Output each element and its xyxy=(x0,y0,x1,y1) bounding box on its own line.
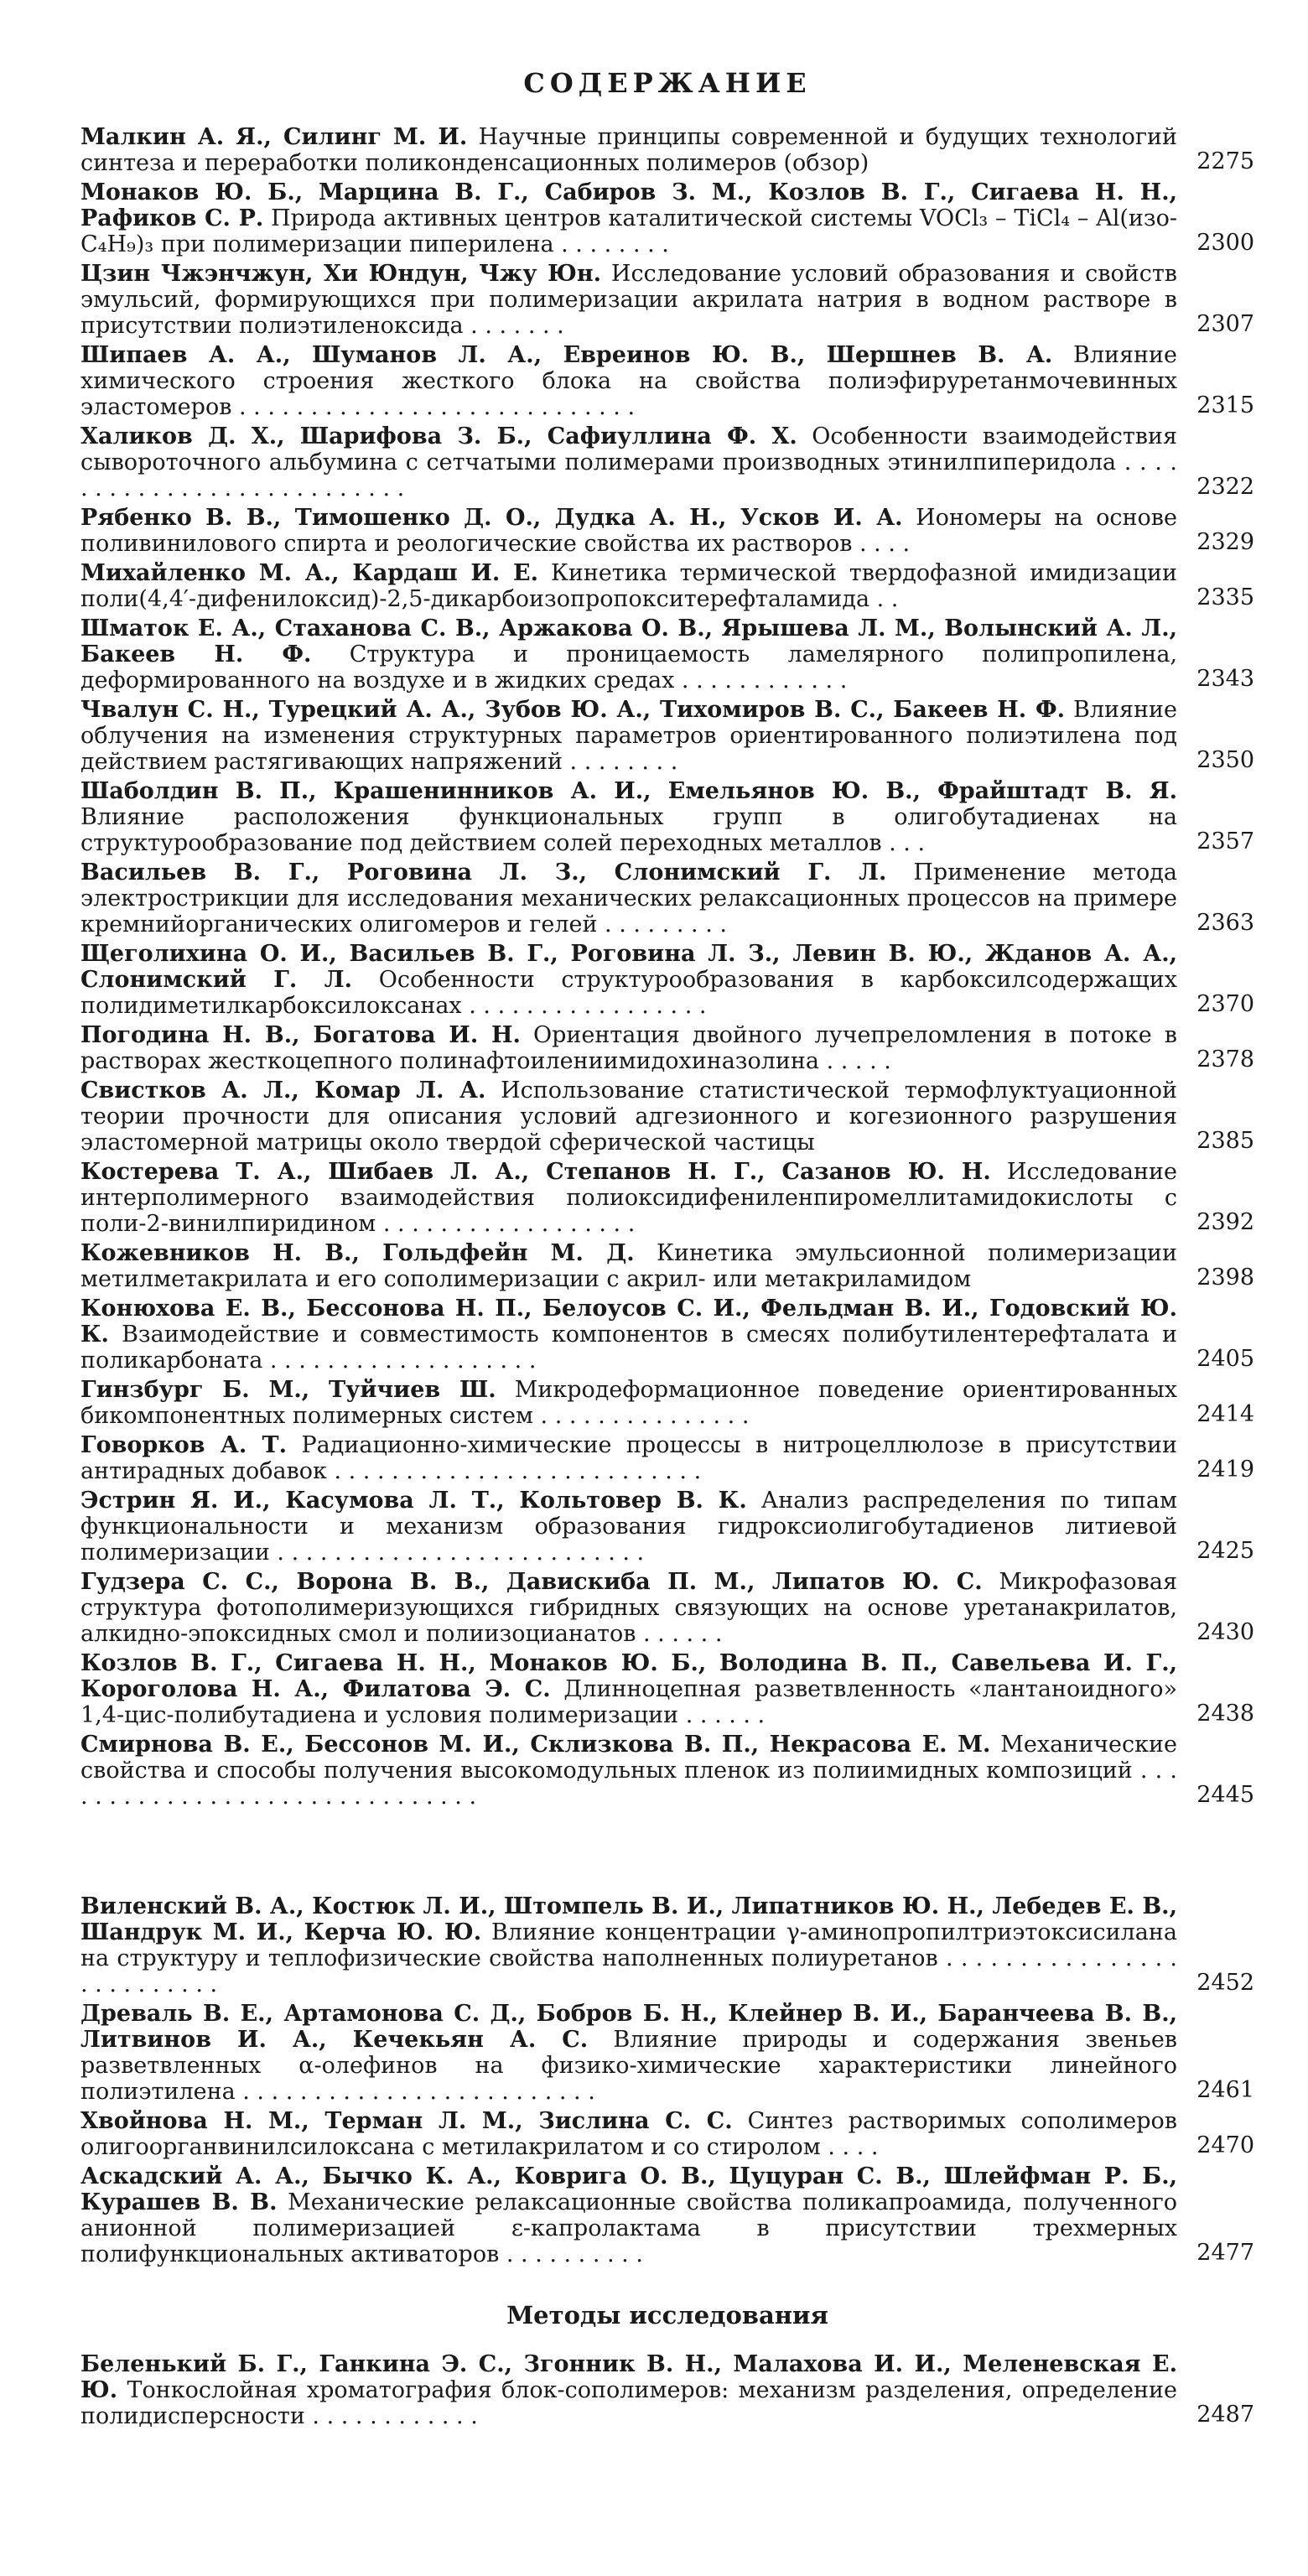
toc-entry-title: Использование статистической термофлуктуационной теории прочности для описания условий адгезионного и когезионного разрушения эластомерной матрицы около твердой сферической частицы xyxy=(80,1078,1177,1156)
toc-entry[interactable] xyxy=(80,1022,1254,1074)
toc-entry-text xyxy=(80,1732,1177,1810)
toc-entry-text xyxy=(80,261,1177,339)
toc-entry[interactable] xyxy=(80,423,1254,501)
toc-entry-title: Влияние облучения на изменения структурных параметров ориентированного полиэтилена под действием растягивающих напряжений . . . . . . . . xyxy=(80,697,1177,775)
toc-entry-text xyxy=(80,1159,1177,1237)
toc-entry-authors: Гудзера С. С., Ворона В. В., Давискиба П. М., Липатов Ю. С. xyxy=(80,1569,983,1595)
toc-entry-title: Кинетика термической твердофазной имидизации поли(4,4′-дифенилоксид)-2,5-дикарбоизопропокситерефталамида . . xyxy=(80,560,1177,612)
toc-entry-authors: Халиков Д. Х., Шарифова З. Б., Сафиуллина Ф. Х. xyxy=(80,423,797,449)
toc-entry-page-number: 2378 xyxy=(1196,1046,1254,1072)
toc-entry-page-number: 2419 xyxy=(1196,1457,1254,1483)
toc-entry-title: Исследование условий образования и свойств эмульсий, формирующихся при полимеризации акрилата натрия в водном растворе в присутствии полиэтиленоксида . . . . . . . xyxy=(80,261,1177,339)
toc-entry-authors: Виленский В. А., Костюк Л. И., Штомпель В. И., Липатников Ю. Н., Лебедев Е. В., Шандрук М. И., Керча Ю. Ю. xyxy=(80,1893,1177,1945)
toc-entry-page-number: 2477 xyxy=(1196,2240,1254,2266)
toc-entry-title: Природа активных центров каталитической системы VOCl₃ – TiCl₄ – Al(изо-C₄H₉)₃ при полимеризации пиперилена . . . . . . . . xyxy=(80,205,1177,257)
toc-entry[interactable] xyxy=(80,860,1254,937)
toc-entry-text xyxy=(80,615,1177,693)
toc-entry-text xyxy=(80,1488,1177,1566)
toc-entry-title: Тонкослойная хроматография блок-сополимеров: механизм разделения, определение полидисперсности . . . . . . . . . . . . xyxy=(80,2377,1177,2429)
toc-entry-page-number: 2329 xyxy=(1196,529,1254,555)
page-title: СОДЕРЖАНИЕ xyxy=(523,67,812,99)
toc-entry-title: Иономеры на основе поливинилового спирта и реологические свойства их растворов . . . . xyxy=(80,505,1177,557)
toc-entry-title: Синтез растворимых сополимеров олигоорганвинилсилоксана с метилакрилатом и со стиролом . . . . xyxy=(80,2108,1177,2160)
toc-entry-title: Механические релаксационные свойства поликапроамида, полученного анионной полимеризацией ε-капролактама в присутствии трехмерных полифункциональных активаторов . . . . . . . . . . xyxy=(80,2189,1177,2267)
toc-entry[interactable] xyxy=(80,1893,1254,1997)
toc-entry-title: Ориентация двойного лучепреломления в потоке в растворах жесткоцепного полинафтоилениимидохиназолина . . . . . xyxy=(80,1022,1177,1074)
section-divider xyxy=(80,1831,1254,1872)
toc-entry[interactable] xyxy=(80,697,1254,775)
toc-entry-authors: Цзин Чжэнчжун, Хи Юндун, Чжу Юн. xyxy=(80,261,602,287)
toc-entry-text xyxy=(80,1078,1177,1156)
toc-entry-text xyxy=(80,1296,1177,1374)
toc-entry[interactable] xyxy=(80,2351,1254,2429)
toc-entry-authors: Костерева Т. А., Шибаев Л. А., Степанов Н. Г., Сазанов Ю. Н. xyxy=(80,1159,991,1185)
toc-entry-text xyxy=(80,505,1177,557)
contents-list xyxy=(80,124,1254,1810)
toc-entry-authors: Гинзбург Б. М., Туйчиев Ш. xyxy=(80,1377,496,1403)
toc-entry-authors: Рябенко В. В., Тимошенко Д. О., Дудка А. Н., Усков И. А. xyxy=(80,505,903,531)
toc-entry-page-number: 2487 xyxy=(1196,2402,1254,2428)
toc-entry[interactable] xyxy=(80,1432,1254,1484)
toc-entry-authors: Малкин А. Я., Силинг М. И. xyxy=(80,124,468,150)
toc-entry-page-number: 2425 xyxy=(1196,1538,1254,1564)
toc-entry-page-number: 2275 xyxy=(1196,148,1254,174)
toc-entry-page-number: 2370 xyxy=(1196,991,1254,1017)
toc-entry-authors: Чвалун С. Н., Турецкий А. А., Зубов Ю. А., Тихомиров В. С., Бакеев Н. Ф. xyxy=(80,697,1066,723)
toc-entry-page-number: 2385 xyxy=(1196,1128,1254,1154)
toc-entry-text xyxy=(80,1650,1177,1728)
toc-entry-title: Микродеформационное поведение ориентированных бикомпонентных полимерных систем . . . . . . . . . . . . . . . xyxy=(80,1377,1177,1429)
toc-entry-title: Кинетика эмульсионной полимеризации метилметакрилата и его сополимеризации с акрил- или метакриламидом xyxy=(80,1240,1177,1292)
toc-entry-text xyxy=(80,1569,1177,1647)
toc-entry[interactable] xyxy=(80,2001,1254,2105)
toc-entry-authors: Аскадский А. А., Бычко К. А., Коврига О. В., Цуцуран С. В., Шлейфман Р. Б., Курашев В. В. xyxy=(80,2163,1177,2215)
toc-entry-text xyxy=(80,2001,1177,2105)
toc-entry-title: Особенности структурообразования в карбоксилсодержащих полидиметилкарбоксилоксанах . . . . . . . . . . . . . . . . . xyxy=(80,967,1177,1019)
toc-entry-text xyxy=(80,2108,1177,2160)
toc-entry-authors: Монаков Ю. Б., Марцина В. Г., Сабиров З. М., Козлов В. Г., Сигаева Н. Н., Рафиков С. Р. xyxy=(80,179,1177,231)
toc-entry-authors: Щеголихина О. И., Васильев В. Г., Роговина Л. З., Левин В. Ю., Жданов А. А., Слонимский Г. Л. xyxy=(80,941,1177,993)
toc-entry-page-number: 2300 xyxy=(1196,230,1254,256)
toc-entry-title: Структура и проницаемость ламелярного полипропилена, деформированного на воздухе и в жидких средах . . . . . . . . . . . . xyxy=(80,641,1177,693)
toc-entry-page-number: 2335 xyxy=(1196,584,1254,610)
contents-list-methods xyxy=(80,2351,1254,2429)
toc-entry-authors: Смирнова В. Е., Бессонов М. И., Склизкова В. П., Некрасова Е. М. xyxy=(80,1732,991,1758)
toc-entry[interactable] xyxy=(80,1488,1254,1566)
toc-entry-title: Радиационно-химические процессы в нитроцеллюлозе в присутствии антирадных добавок . . . . . . . . . . . . . . . . . . . . . . . . . . xyxy=(80,1432,1177,1484)
toc-entry-title: Влияние природы и содержания звеньев разветвленных α-олефинов на физико-химические характеристики линейного полиэтилена . . . . . . . . . . . . . . . . . . . . . . . . . xyxy=(80,2027,1177,2105)
toc-entry-page-number: 2405 xyxy=(1196,1346,1254,1372)
toc-entry-title: Научные принципы современной и будущих технологий синтеза и переработки поликонденсационных полимеров (обзор) xyxy=(80,124,1177,176)
toc-entry-title: Микрофазовая структура фотополимеризующихся гибридных связующих на основе уретанакрилатов, алкидно-эпоксидных смол и полиизоцианатов . . . . . . xyxy=(80,1569,1177,1647)
toc-entry-title: Влияние концентрации γ-аминопропилтриэтоксисилана на структуру и теплофизические свойства наполненных полиуретанов . . . . . . . . . . . . . . . . . . . . . . . . . . xyxy=(80,1919,1177,1997)
toc-entry-authors: Эстрин Я. И., Касумова Л. Т., Кольтовер В. К. xyxy=(80,1488,747,1514)
toc-entry-title: Особенности взаимодействия сывороточного альбумина с сетчатыми полимерами производных этинилпиперидола . . . . . . . . . . . . . . . . . . . . . . . . . . . xyxy=(80,423,1177,501)
toc-entry-title: Исследование интерполимерного взаимодействия полиоксидифениленпиромеллитамидокислоты с поли-2-винилпиридином . . . . . . . . . . . . . . . . . . xyxy=(80,1159,1177,1237)
toc-entry-text xyxy=(80,2351,1177,2429)
toc-entry-text xyxy=(80,778,1177,856)
toc-entry[interactable] xyxy=(80,1650,1254,1728)
toc-entry-text xyxy=(80,560,1177,612)
toc-entry-authors: Беленький Б. Г., Ганкина Э. С., Згонник В. Н., Малахова И. И., Меленевская Е. Ю. xyxy=(80,2351,1177,2403)
toc-entry-authors: Шаболдин В. П., Крашенинников А. И., Емельянов Ю. В., Фрайштадт В. Я. xyxy=(80,778,1177,804)
toc-entry-authors: Шипаев А. А., Шуманов Л. А., Евреинов Ю. В., Шершнев В. А. xyxy=(80,342,1053,368)
toc-entry[interactable] xyxy=(80,124,1254,176)
toc-entry-authors: Свистков А. Л., Комар Л. А. xyxy=(80,1078,486,1104)
toc-entry-text xyxy=(80,423,1177,501)
toc-entry[interactable] xyxy=(80,1240,1254,1292)
toc-entry-page-number: 2438 xyxy=(1196,1701,1254,1727)
toc-entry-authors: Древаль В. Е., Артамонова С. Д., Бобров Б. Н., Клейнер В. И., Баранчеева В. В., Литвинов И. А., Кечекьян А. С. xyxy=(80,2001,1177,2053)
toc-entry-title: Взаимодействие и совместимость компонентов в смесях полибутилентерефталата и поликарбоната . . . . . . . . . . . . . . . . . . . xyxy=(80,1322,1177,1374)
toc-entry-page-number: 2343 xyxy=(1196,666,1254,692)
toc-entry-authors: Козлов В. Г., Сигаева Н. Н., Монаков Ю. Б., Володина В. П., Савельева И. Г., Короголова Н. А., Филатова Э. С. xyxy=(80,1650,1177,1702)
toc-entry-page-number: 2398 xyxy=(1196,1265,1254,1291)
toc-entry-text xyxy=(80,342,1177,420)
toc-entry-page-number: 2315 xyxy=(1196,392,1254,418)
toc-entry-authors: Конюхова Е. В., Бессонова Н. П., Белоусов С. И., Фельдман В. И., Годовский Ю. К. xyxy=(80,1296,1177,1348)
toc-entry[interactable] xyxy=(80,1159,1254,1237)
toc-entry-page-number: 2470 xyxy=(1196,2132,1254,2158)
contents-list-secondary xyxy=(80,1893,1254,2267)
toc-entry[interactable] xyxy=(80,1078,1254,1156)
toc-entry-page-number: 2445 xyxy=(1196,1782,1254,1808)
toc-entry-page-number: 2461 xyxy=(1196,2077,1254,2103)
toc-entry[interactable] xyxy=(80,2163,1254,2267)
toc-entry-text xyxy=(80,941,1177,1019)
toc-entry-page-number: 2392 xyxy=(1196,1209,1254,1235)
toc-entry-page-number: 2357 xyxy=(1196,828,1254,854)
toc-entry-page-number: 2414 xyxy=(1196,1401,1254,1427)
toc-entry[interactable] xyxy=(80,560,1254,612)
toc-entry-title: Применение метода электрострикции для исследования механических релаксационных процессов на примере кремнийорганических олигомеров и гелей . . . . . . . . . xyxy=(80,860,1177,937)
toc-entry-authors: Кожевников Н. В., Гольдфейн М. Д. xyxy=(80,1240,635,1266)
toc-entry-page-number: 2452 xyxy=(1196,1970,1254,1996)
toc-entry[interactable] xyxy=(80,1377,1254,1429)
toc-entry[interactable] xyxy=(80,615,1254,693)
toc-entry-title: Длинноцепная разветвленность «лантаноидного» 1,4-цис-полибутадиена и условия полимеризации . . . . . . xyxy=(80,1676,1177,1728)
toc-entry-authors: Погодина Н. В., Богатова И. Н. xyxy=(80,1022,521,1048)
contents-page xyxy=(80,67,1254,2433)
toc-entry[interactable] xyxy=(80,1296,1254,1374)
toc-entry[interactable] xyxy=(80,505,1254,557)
toc-entry-text xyxy=(80,697,1177,775)
toc-entry-text xyxy=(80,1432,1177,1484)
toc-entry-text xyxy=(80,1893,1177,1997)
toc-entry-text xyxy=(80,860,1177,937)
toc-entry-text xyxy=(80,1377,1177,1429)
toc-entry[interactable] xyxy=(80,1569,1254,1647)
toc-entry-page-number: 2350 xyxy=(1196,747,1254,773)
toc-entry-title: Механические свойства и способы получения высокомодульных пленок из полиимидных композиций . . . . . . . . . . . . . . . . . . . . . . . . . . . . . . . xyxy=(80,1732,1177,1810)
toc-entry-page-number: 2363 xyxy=(1196,910,1254,936)
toc-entry-page-number: 2322 xyxy=(1196,474,1254,500)
toc-entry-text xyxy=(80,1240,1177,1292)
toc-entry-text xyxy=(80,179,1177,257)
toc-entry-authors: Говорков А. Т. xyxy=(80,1432,288,1458)
toc-entry-text xyxy=(80,124,1177,176)
toc-entry[interactable] xyxy=(80,1732,1254,1810)
toc-entry[interactable] xyxy=(80,261,1254,339)
toc-entry[interactable] xyxy=(80,2108,1254,2160)
toc-entry-authors: Михайленко М. А., Кардаш И. Е. xyxy=(80,560,539,586)
toc-entry[interactable] xyxy=(80,342,1254,420)
toc-entry-authors: Шматок Е. А., Стаханова С. В., Аржакова О. В., Ярышева Л. М., Волынский А. Л., Бакеев Н. Ф. xyxy=(80,615,1177,667)
toc-entry[interactable] xyxy=(80,179,1254,257)
toc-entry-authors: Хвойнова Н. М., Терман Л. М., Зислина С. С. xyxy=(80,2108,733,2134)
toc-entry-text xyxy=(80,2163,1177,2267)
toc-entry-title: Влияние химического строения жесткого блока на свойства полиэфируретанмочевинных эластомеров . . . . . . . . . . . . . . . . . . . . . . . . . . . . xyxy=(80,342,1177,420)
toc-entry-authors: Васильев В. Г., Роговина Л. З., Слонимский Г. Л. xyxy=(80,860,887,886)
toc-entry[interactable] xyxy=(80,941,1254,1019)
toc-entry-title: Анализ распределения по типам функциональности и механизм образования гидроксиолигобутадиенов литиевой полимеризации . . . . . . . . . . . . . . . . . . . . . . . . . . xyxy=(80,1488,1177,1566)
toc-entry-page-number: 2430 xyxy=(1196,1619,1254,1645)
toc-entry-title: Влияние расположения функциональных групп в олигобутадиенах на структурообразование под действием солей переходных металлов . . . xyxy=(80,804,1177,856)
section-heading-methods: Методы исследования xyxy=(506,2301,828,2329)
toc-entry-text xyxy=(80,1022,1177,1074)
toc-entry-page-number: 2307 xyxy=(1196,311,1254,337)
toc-entry[interactable] xyxy=(80,778,1254,856)
